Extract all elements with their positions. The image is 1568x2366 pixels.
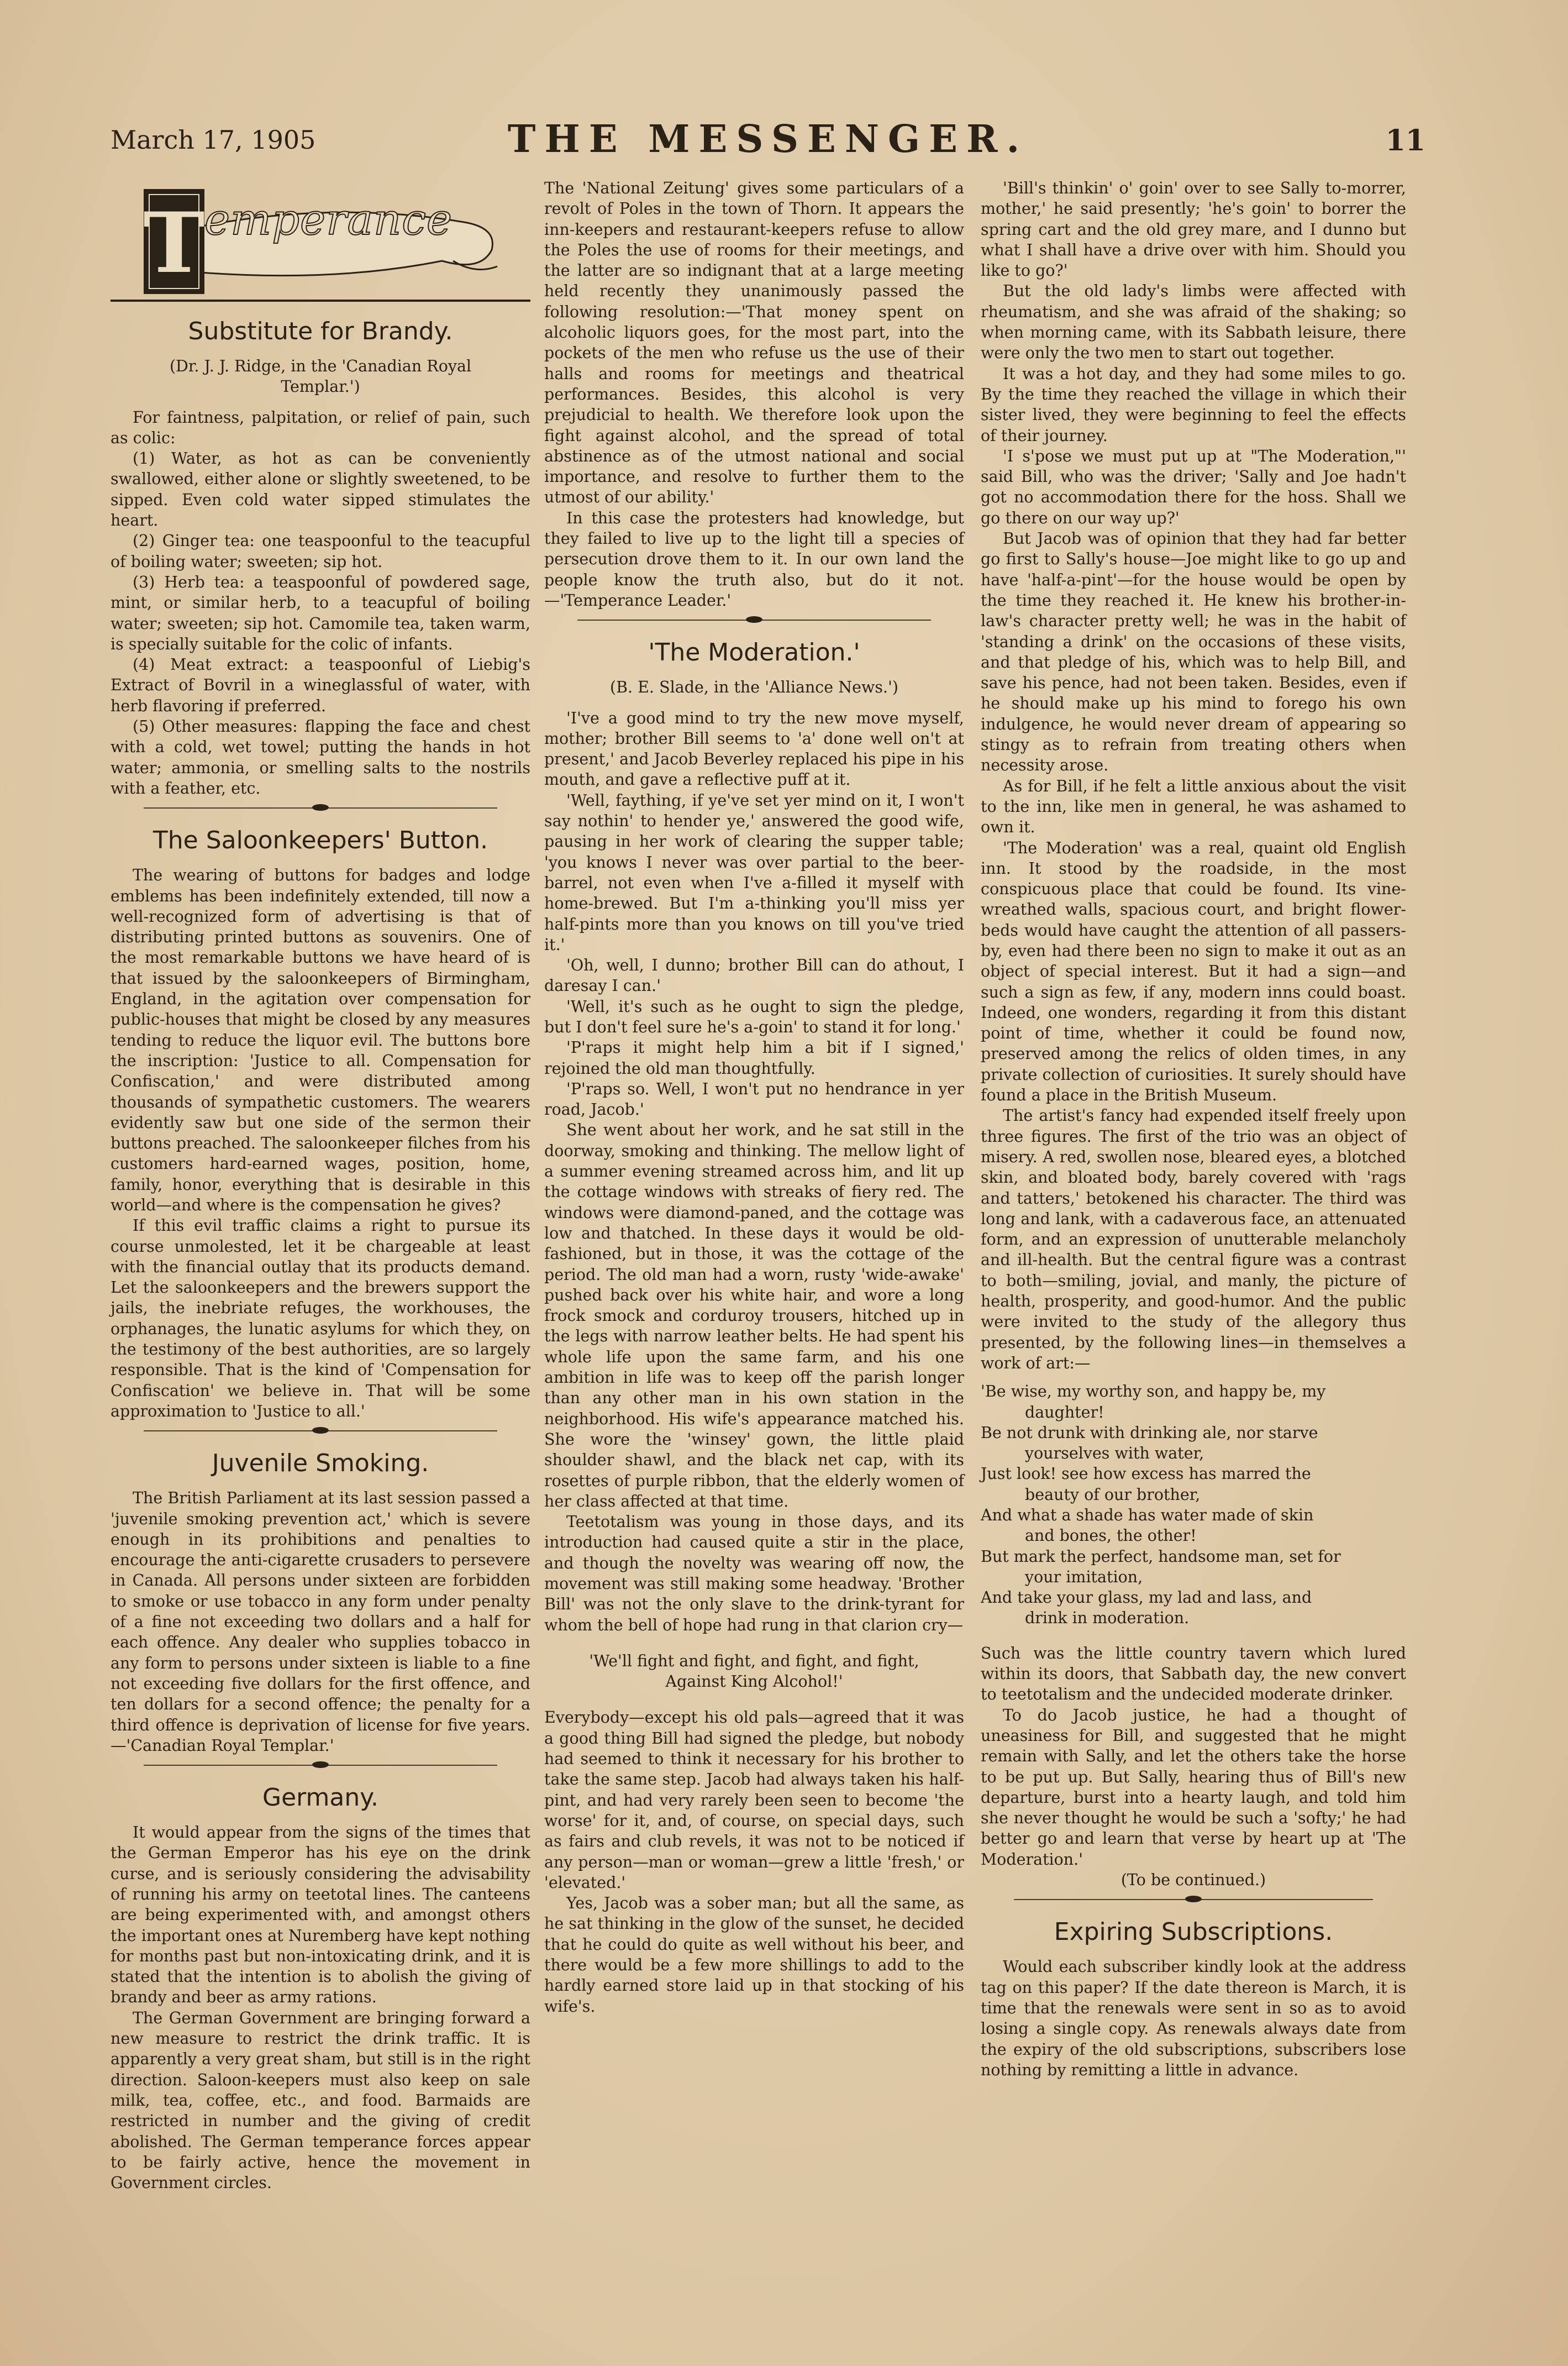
paragraph: But the old lady's limbs were affected with rheumatism, and she was afraid of the shaking; so when morning came, with its Sabbath leisure, there were only the two men to start out together. xyxy=(981,282,1406,363)
article-source xyxy=(111,356,530,397)
banner-initial: T xyxy=(143,195,205,292)
verse-line: your imitation, xyxy=(1025,1567,1143,1586)
verse-line: daughter! xyxy=(1025,1403,1104,1421)
article-title: Juvenile Smoking. xyxy=(212,1449,429,1478)
source-line: (Dr. J. J. Ridge, in the 'Canadian Royal xyxy=(169,357,472,375)
verse-line: beauty of our brother, xyxy=(1025,1485,1201,1504)
paragraph: Teetotalism was young in those days, and its introduction had caused quite a stir in the place, and though the novelty was wearing off now, the movement was still making some headway. 'Brother Bill' was not the only slave to the drink-tyrant for whom the bell of hope had rung in that clarion cry— xyxy=(544,1513,964,1634)
paragraph: (5) Other measures: flapping the face and chest with a cold, wet towel; putting the hands in hot water; ammonia, or smelling salts to the nostrils with a feather, etc. xyxy=(111,717,530,798)
article-title: Germany. xyxy=(262,1783,378,1812)
verse-line: and bones, the other! xyxy=(1025,1526,1197,1545)
paragraph: The wearing of buttons for badges and lodge emblems has been indefinitely extended, till now a well-recognized form of advertising is that of distributing printed buttons as souvenirs. One of the most remarkable buttons we have heard of is that issued by the saloonkeepers of Birmingham, England, in the agitation over compensation for public-houses that might be closed by any measures tending to reduce the liquor evil. The buttons bore the inscription: 'Justice to all. Compensation for Confiscation,' and were distributed among thousands of sympathetic customers. The wearers evidently saw but one side of the sermon their buttons preached. The saloonkeeper filches from his customers hard-earned wages, position, home, family, honor, everything that is desirable in this world—and where is the compensation he gives? xyxy=(111,866,530,1214)
verse-line: Be not drunk with drinking ale, nor starve xyxy=(981,1423,1318,1442)
paragraph: If this evil traffic claims a right to pursue its course unmolested, let it be chargeable at least with the financial outlay that its products demand. Let the saloonkeepers and the brewers support the jails, the inebriate refuges, the workhouses, the orphanages, the lunatic asylums for which they, on the testimony of the best authorities, are so largely responsible. That is the kind of 'Compensation for Confiscation' we believe in. That will be some approximation to 'Justice to all.' xyxy=(111,1216,530,1420)
paragraph: The German Government are bringing forward a new measure to restrict the drink traffic. It is apparently a very great sham, but still is in the right direction. Saloon-keepers must also keep on sale milk, tea, coffee, etc., and food. Barmaids are restricted in number and the giving of credit abolished. The German temperance forces appear to be fairly active, hence the movement in Government circles. xyxy=(111,2008,530,2192)
verse-line: 'Be wise, my worthy son, and happy be, my xyxy=(981,1382,1326,1401)
column-3 xyxy=(981,178,1406,2080)
article-title: 'The Moderation.' xyxy=(648,638,860,667)
verse-line: 'We'll fight and fight, and fight, and fight, xyxy=(589,1651,919,1670)
verse-line: Just look! see how excess has marred the xyxy=(981,1465,1311,1483)
page-header xyxy=(111,117,1425,167)
section-divider xyxy=(544,614,964,626)
paragraph: She went about her work, and he sat still in the doorway, smoking and thinking. The mellow light of a summer evening streamed across him, and lit up the cottage windows with streaks of fiery red. The windows were diamond-paned, and the cottage was low and thatched. In these days it would be old-fashioned, but in those, it was the cottage of the period. The old man had a worn, rusty 'wide-awake' pushed back over his white hair, and wore a long frock smock and corduroy trousers, hitched up in the legs with narrow leather belts. He had spent his whole life upon the same farm, and his one ambition in life was to keep off the parish longer than any other man in his own station in the neighborhood. His wife's appearance matched his. She wore the 'winsey' gown, the little plaid shoulder shawl, and the black net cap, with its rosettes of purple ribbon, that the elderly women of her class affected at that time. xyxy=(544,1121,964,1510)
paragraph: The 'National Zeitung' gives some particulars of a revolt of Poles in the town of Thorn. It appears the inn-keepers and restaurant-keepers refuse to allow the Poles the use of rooms for their meetings, and the latter are so indignant that at a large meeting held recently they unanimously passed the following resolution:—'That money spent on alcoholic liquors goes, for the most part, into the pockets of the men who refuse us the use of their halls and rooms for meetings and theatrical performances. Besides, this alcohol is very prejudicial to health. We therefore look upon the fight against alcohol, and the spread of total abstinence as of the utmost national and social importance, and resolve to further them to the utmost of our ability.' xyxy=(544,179,964,507)
section-divider xyxy=(111,1425,530,1437)
paragraph: (1) Water, as hot as can be conveniently swallowed, either alone or slightly sweetened, to be sipped. Even cold water sipped stimulates the heart. xyxy=(111,449,530,530)
section-divider xyxy=(111,802,530,814)
paragraph: To do Jacob justice, he had a thought of uneasiness for Bill, and suggested that he might remain with Sally, and let the others take the horse to be put up. But Sally, hearing thus of Bill's new departure, burst into a hearty laugh, and told him she never thought he would be such a 'softy;' he had better go and learn that verse by heart up at 'The Moderation.' xyxy=(981,1706,1406,1869)
paragraph: (3) Herb tea: a teaspoonful of powdered sage, mint, or similar herb, to a teacupful of boiling water; sweeten; sip hot. Camomile tea, taken warm, is specially suitable for the colic of infants. xyxy=(111,573,530,653)
verse-line: yourselves with water, xyxy=(1025,1444,1204,1463)
clarion-verse xyxy=(544,1651,964,1692)
paragraph: 'Bill's thinkin' o' goin' over to see Sally to-morrer, mother,' he said presently; 'he's goin' to borrer the spring cart and the old grey mare, and I dunno but what I shall have a drive over with him. Should you like to go?' xyxy=(981,179,1406,280)
paragraph: 'Oh, well, I dunno; brother Bill can do athout, I daresay I can.' xyxy=(544,956,964,995)
paragraph: Everybody—except his old pals—agreed that it was a good thing Bill had signed the pledge, but nobody had seemed to think it necessary for his brother to take the same step. Jacob had always taken his half-pint, and had very rarely been seen to become 'the worse' for it, and, of course, on special days, such as fairs and club revels, it was not to be noticed if any person—man or woman—grew a little 'fresh,' or 'elevated.' xyxy=(544,1708,964,1892)
article-title: Substitute for Brandy. xyxy=(188,317,453,345)
paragraph: (4) Meat extract: a teaspoonful of Liebig's Extract of Bovril in a wineglassful of water, with herb flavoring if preferred. xyxy=(111,655,530,715)
verse-line: drink in moderation. xyxy=(1025,1609,1190,1628)
paragraph: The British Parliament at its last session passed a 'juvenile smoking prevention act,' which is severe enough in its prohibitions and penalties to encourage the anti-cigarette crusaders to persevere in Canada. All persons under sixteen are forbidden to smoke or use tobacco in any form under penalty of a fine not exceeding two dollars and a half for each offence. Any dealer who supplies tobacco in any form to persons under sixteen is liable to a fine not exceeding five dollars for the first offence, and ten dollars for a second offence; the penalty for a third offence is deprivation of license for five years.—'Canadian Royal Templar.' xyxy=(111,1489,530,1755)
section-divider xyxy=(981,1893,1406,1906)
verse-line: But mark the perfect, handsome man, set for xyxy=(981,1547,1341,1566)
paragraph: Such was the little country tavern which lured within its doors, that Sabbath day, the new convert to teetotalism and the undecided moderate drinker. xyxy=(981,1644,1406,1704)
issue-date: March 17, 1905 xyxy=(111,125,316,155)
verse-line: Against King Alcohol!' xyxy=(665,1672,843,1691)
article-title: The Saloonkeepers' Button. xyxy=(152,826,488,855)
paragraph: Would each subscriber kindly look at the address tag on this paper? If the date thereon is March, it is time that the renewals were sent in so as to avoid losing a single copy. As renewals always date from the expiry of the old subscriptions, subscribers lose nothing by remitting a little in advance. xyxy=(981,1958,1406,2079)
paragraph: The artist's fancy had expended itself freely upon three figures. The first of the trio was an object of misery. A red, swollen nose, bleared eyes, a blotched skin, and bloated body, barely covered with 'rags and tatters,' betokened his character. The third was long and lank, with a cadaverous face, an attenuated form, and an expression of unutterable melancholy and ill-health. But the central figure was a contrast to both—smiling, jovial, and manly, the picture of health, prosperity, and good-humor. And the public were invited to the study of the allegory thus presented, by the following lines—in themselves a work of art:— xyxy=(981,1106,1406,1372)
article-saloonkeepers-button xyxy=(111,825,530,1421)
paragraph: 'Well, faything, if ye've set yer mind on it, I won't say nothin' to hender ye,' answered the good wife, pausing in her work of clearing the supper table; 'you knows I never was over partial to the beer-barrel, not even when I've a-filled it myself with home-brewed. But I'm a-thinking you'll miss yer half-pints more than you knows on till you've tried it.' xyxy=(544,791,964,954)
newspaper-title: THE MESSENGER. xyxy=(507,117,1029,161)
verse-line: And what a shade has water made of skin xyxy=(981,1506,1314,1524)
article-the-moderation xyxy=(544,637,964,2017)
page-number: 11 xyxy=(1385,124,1425,158)
paragraph: (2) Ginger tea: one teaspoonful to the teacupful of boiling water; sweeten; sip hot. xyxy=(111,532,530,571)
paragraph: As for Bill, if he felt a little anxious about the visit to the inn, like men in general, he was ashamed to own it. xyxy=(981,777,1406,837)
article-substitute-for-brandy xyxy=(111,316,530,799)
column-1 xyxy=(111,178,530,2193)
source-line: Templar.') xyxy=(281,377,360,396)
paragraph: 'The Moderation' was a real, quaint old English inn. It stood by the roadside, in the most conspicuous place that could be found. Its vine-wreathed walls, spacious court, and bright flower-beds would have caught the attention of all passers-by, even had there been no sign to make it out as an object of special interest. But it had a sign—and such a sign as few, if any, modern inns could boast. Indeed, one wonders, regarding it from this distant point of time, whether it could be found now, preserved among the relics of olden times, in any private collection of curiosities. It surely should have found a place in the British Museum. xyxy=(981,838,1406,1105)
temperance-banner xyxy=(111,178,530,305)
paragraph: In this case the protesters had knowledge, but they failed to live up to the light till a species of persecution drove them to it. In our own land the people know the truth also, but do it not.—'Temperance Leader.' xyxy=(544,508,964,610)
paragraph: 'I've a good mind to try the new move myself, mother; brother Bill seems to 'a' done well on't at present,' and Jacob Beverley replaced his pipe in his mouth, and gave a reflective puff at it. xyxy=(544,709,964,789)
continued-note: (To be continued.) xyxy=(1120,1871,1266,1890)
paragraph: 'Well, it's such as he ought to sign the pledge, but I don't feel sure he's a-goin' to stand it for long.' xyxy=(544,997,964,1036)
article-germany xyxy=(111,1782,530,2193)
paragraph: It would appear from the signs of the times that the German Emperor has his eye on the drink curse, and is seriously considering the advisability of running his army on teetotal lines. The canteens are being experimented with, and amongst others the important ones at Nuremberg have kept nothing for months past but non-intoxicating drink, and it is stated that the intention is to abolish the giving of brandy and beer as army rations. xyxy=(111,1823,530,2007)
paragraph: 'I s'pose we must put up at "The Moderation,"' said Bill, who was the driver; 'Sally and Joe hadn't got no accommodation there for the hoss. Shall we go there on our way up?' xyxy=(981,447,1406,527)
article-juvenile-smoking xyxy=(111,1448,530,1756)
paragraph: But Jacob was of opinion that they had far better go first to Sally's house—Joe might like to go up and have 'half-a-pint'—for the house would be open by the time they reached it. He knew his brother-in-law's character pretty well; he was in the habit of 'standing a drink' on the occasions of these visits, and that pledge of his, which was to help Bill, and save his pence, had not been taken. Besides, even if he should make up his mind to forego his own indulgence, he would never dream of appearing so stingy as to refrain from treating others when necessity arose. xyxy=(981,529,1406,775)
verse-line: And take your glass, my lad and lass, and xyxy=(981,1588,1312,1607)
banner-word: emperance xyxy=(204,195,453,245)
section-divider xyxy=(111,1759,530,1771)
paragraph: For faintness, palpitation, or relief of pain, such as colic: xyxy=(111,408,530,447)
inn-sign-verse xyxy=(981,1381,1406,1629)
source-line: (B. E. Slade, in the 'Alliance News.') xyxy=(609,678,899,697)
article-expiring-subscriptions xyxy=(981,1917,1406,2080)
paragraph: It was a hot day, and they had some miles to go. By the time they reached the village in which their sister lived, they were beginning to feel the effects of their journey. xyxy=(981,364,1406,445)
paragraph: 'P'raps it might help him a bit if I signed,' rejoined the old man thoughtfully. xyxy=(544,1038,964,1078)
paragraph: Yes, Jacob was a sober man; but all the same, as he sat thinking in the glow of the sunset, he decided that he could do quite as well without his beer, and there would be a few more shillings to add to the hardly earned store laid up in that stocking of his wife's. xyxy=(544,1894,964,2016)
article-source xyxy=(544,677,964,697)
paragraph: 'P'raps so. Well, I won't put no hendrance in yer road, Jacob.' xyxy=(544,1079,964,1119)
article-title: Expiring Subscriptions. xyxy=(1054,1918,1333,1947)
column-2 xyxy=(544,178,964,2017)
